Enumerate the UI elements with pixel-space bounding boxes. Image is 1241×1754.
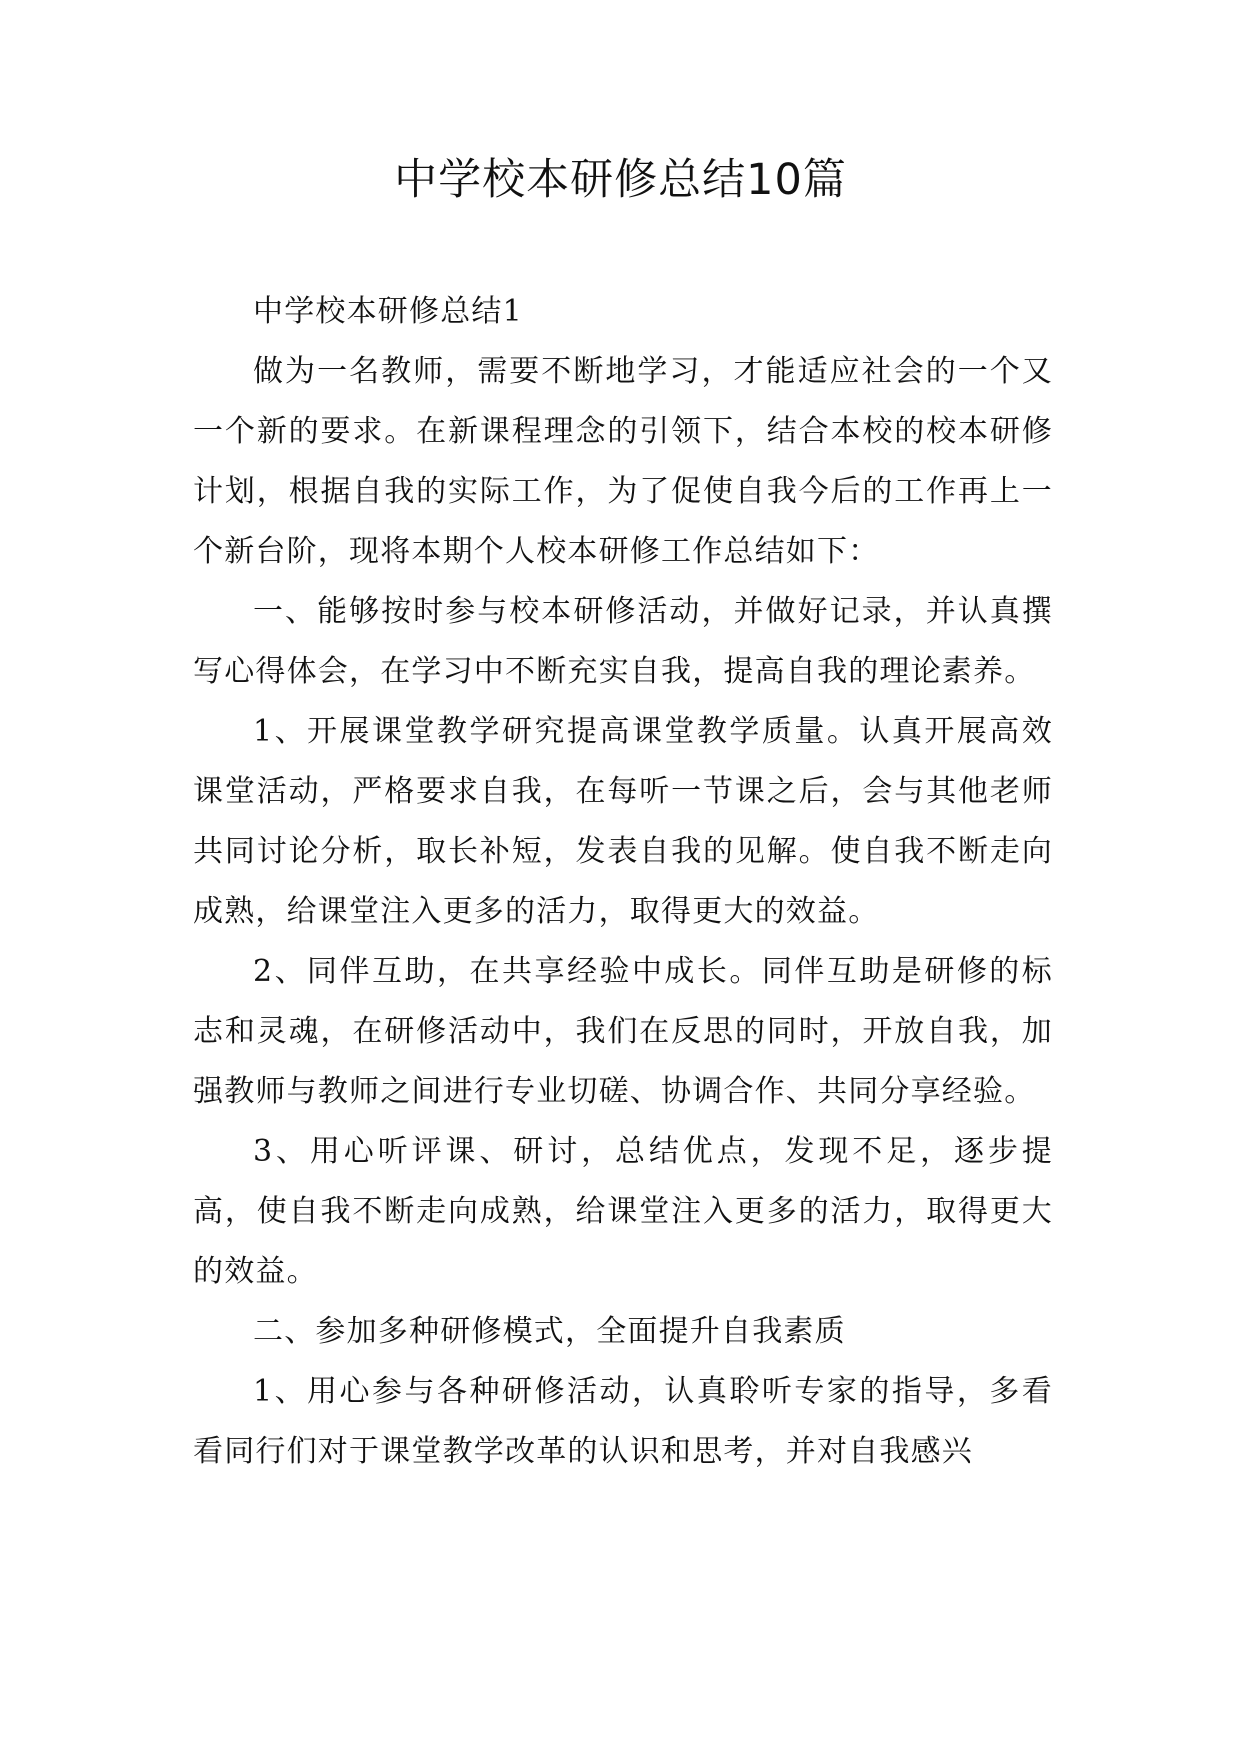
paragraph: 做为一名教师，需要不断地学习，才能适应社会的一个又一个新的要求。在新课程理念的引领下，结合本校的校本研修计划，根据自我的实际工作，为了促使自我今后的工作再上一个新台阶，现将本期个人校本研修工作总结如下：: [193, 354, 1053, 569]
paragraph: 2、同伴互助，在共享经验中成长。同伴互助是研修的标志和灵魂，在研修活动中，我们在反思的同时，开放自我，加强教师与教师之间进行专业切磋、协调合作、共同分享经验。: [193, 954, 1053, 1109]
paragraph: 二、参加多种研修模式，全面提升自我素质: [253, 1314, 846, 1349]
paragraph: 一、能够按时参与校本研修活动，并做好记录，并认真撰写心得体会，在学习中不断充实自我，提高自我的理论素养。: [193, 594, 1053, 689]
paragraph: 1、开展课堂教学研究提高课堂教学质量。认真开展高效课堂活动，严格要求自我，在每听一节课之后，会与其他老师共同讨论分析，取长补短，发表自我的见解。使自我不断走向成熟，给课堂注入更多的活力，取得更大的效益。: [193, 714, 1053, 929]
section-heading: 中学校本研修总结1: [253, 294, 523, 329]
document-body: [193, 282, 1053, 1482]
paragraph: 3、用心听评课、研讨，总结优点，发现不足，逐步提高，使自我不断走向成熟，给课堂注入更多的活力，取得更大的效益。: [193, 1134, 1053, 1289]
paragraph: 1、用心参与各种研修活动，认真聆听专家的指导，多看看同行们对于课堂教学改革的认识和思考，并对自我感兴: [193, 1374, 1053, 1469]
document-title: 中学校本研修总结10篇: [394, 155, 847, 205]
